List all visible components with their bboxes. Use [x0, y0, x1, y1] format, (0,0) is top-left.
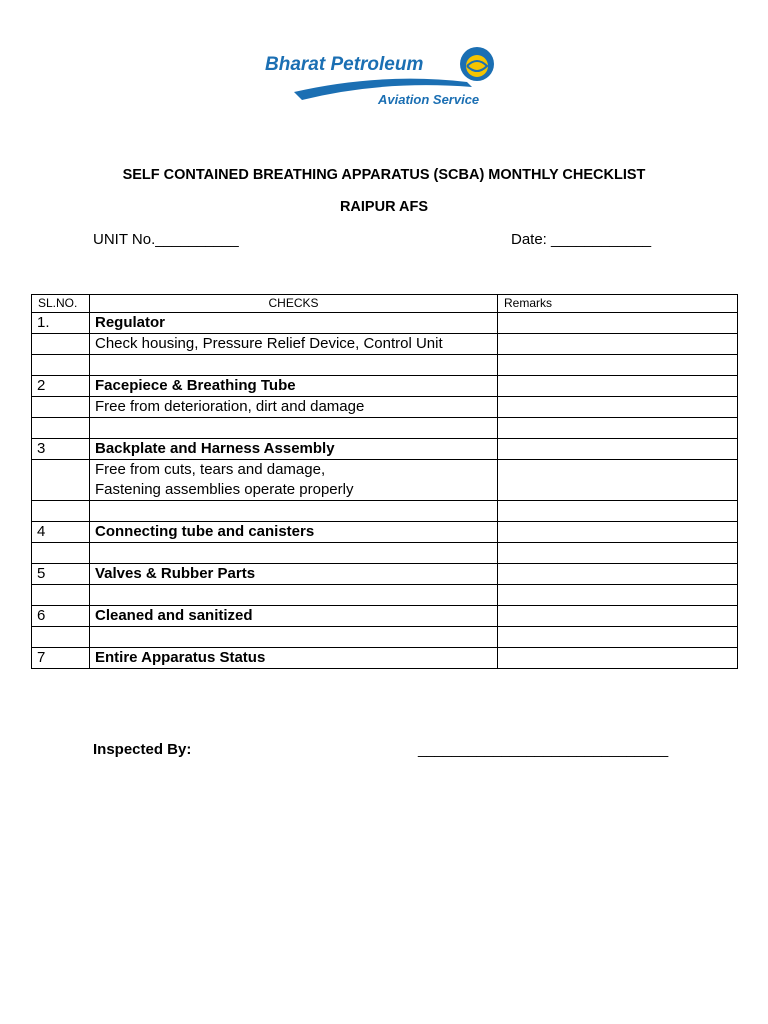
table-row [32, 501, 738, 522]
check-cell [90, 397, 498, 418]
check-cell [90, 460, 498, 501]
sl-no-cell: 3 [32, 439, 90, 460]
table-row [32, 606, 738, 627]
table-row [32, 460, 738, 501]
sl-no-cell: 5 [32, 564, 90, 585]
check-text: Free from deterioration, dirt and damage [95, 398, 365, 415]
header-sl-no: SL.NO. [32, 295, 90, 313]
remarks-cell[interactable] [498, 501, 738, 522]
table-row [32, 418, 738, 439]
check-cell [90, 501, 498, 522]
checklist-table [31, 294, 738, 669]
check-text: Entire Apparatus Status [95, 649, 266, 666]
remarks-cell[interactable] [498, 376, 738, 397]
sl-no-cell [32, 501, 90, 522]
table-row [32, 376, 738, 397]
sl-no-cell: 2 [32, 376, 90, 397]
remarks-cell[interactable] [498, 460, 738, 501]
check-cell [90, 355, 498, 376]
check-cell [90, 627, 498, 648]
check-cell [90, 334, 498, 355]
check-cell [90, 648, 498, 669]
sl-no-cell: 4 [32, 522, 90, 543]
sl-no-cell [32, 460, 90, 501]
svg-text:Aviation Service: Aviation Service [378, 92, 480, 107]
remarks-cell[interactable] [498, 439, 738, 460]
check-cell [90, 585, 498, 606]
table-row [32, 313, 738, 334]
check-text: Cleaned and sanitized [95, 607, 253, 624]
check-text: Check housing, Pressure Relief Device, Control Unit [95, 335, 443, 352]
table-row [32, 355, 738, 376]
sl-no-cell [32, 397, 90, 418]
check-cell [90, 376, 498, 397]
header-checks: CHECKS [90, 295, 498, 313]
remarks-cell[interactable] [498, 313, 738, 334]
check-text-line2: Fastening assemblies operate properly [95, 481, 354, 498]
table-row [32, 334, 738, 355]
inspected-by-label: Inspected By: [93, 741, 192, 758]
date-field: Date: ____________ [511, 231, 652, 248]
svg-text:Bharat Petroleum: Bharat Petroleum [265, 54, 424, 75]
signature-line: ______________________________ [418, 741, 669, 758]
check-cell [90, 564, 498, 585]
header-remarks: Remarks [498, 295, 738, 313]
sl-no-cell: 1. [32, 313, 90, 334]
table-row [32, 627, 738, 648]
table-row [32, 397, 738, 418]
remarks-cell[interactable] [498, 627, 738, 648]
bharat-petroleum-logo [262, 42, 512, 110]
table-row [32, 585, 738, 606]
table-row [32, 564, 738, 585]
check-text: Free from cuts, tears and damage, [95, 461, 326, 478]
unit-number-field: UNIT No.__________ [93, 231, 239, 248]
sl-no-cell: 6 [32, 606, 90, 627]
sl-no-cell: 7 [32, 648, 90, 669]
sl-no-cell [32, 418, 90, 439]
sl-no-cell [32, 585, 90, 606]
location-title: RAIPUR AFS [339, 199, 429, 215]
remarks-cell[interactable] [498, 585, 738, 606]
sl-no-cell [32, 334, 90, 355]
remarks-cell[interactable] [498, 543, 738, 564]
check-text: Backplate and Harness Assembly [95, 440, 335, 457]
remarks-cell[interactable] [498, 564, 738, 585]
check-text: Facepiece & Breathing Tube [95, 377, 296, 394]
table-row [32, 522, 738, 543]
remarks-cell[interactable] [498, 418, 738, 439]
sl-no-cell [32, 627, 90, 648]
table-row [32, 439, 738, 460]
check-cell [90, 418, 498, 439]
check-cell [90, 313, 498, 334]
remarks-cell[interactable] [498, 397, 738, 418]
table-row [32, 648, 738, 669]
sl-no-cell [32, 355, 90, 376]
remarks-cell[interactable] [498, 334, 738, 355]
check-cell [90, 606, 498, 627]
table-header-row [32, 295, 738, 313]
sl-no-cell [32, 543, 90, 564]
check-text: Valves & Rubber Parts [95, 565, 256, 582]
table-row [32, 543, 738, 564]
check-cell [90, 439, 498, 460]
remarks-cell[interactable] [498, 355, 738, 376]
remarks-cell[interactable] [498, 648, 738, 669]
remarks-cell[interactable] [498, 606, 738, 627]
document-title: SELF CONTAINED BREATHING APPARATUS (SCBA) MONTHLY CHECKLIST [122, 167, 646, 183]
check-cell [90, 522, 498, 543]
check-cell [90, 543, 498, 564]
check-text: Connecting tube and canisters [95, 523, 315, 540]
remarks-cell[interactable] [498, 522, 738, 543]
check-text: Regulator [95, 314, 166, 331]
